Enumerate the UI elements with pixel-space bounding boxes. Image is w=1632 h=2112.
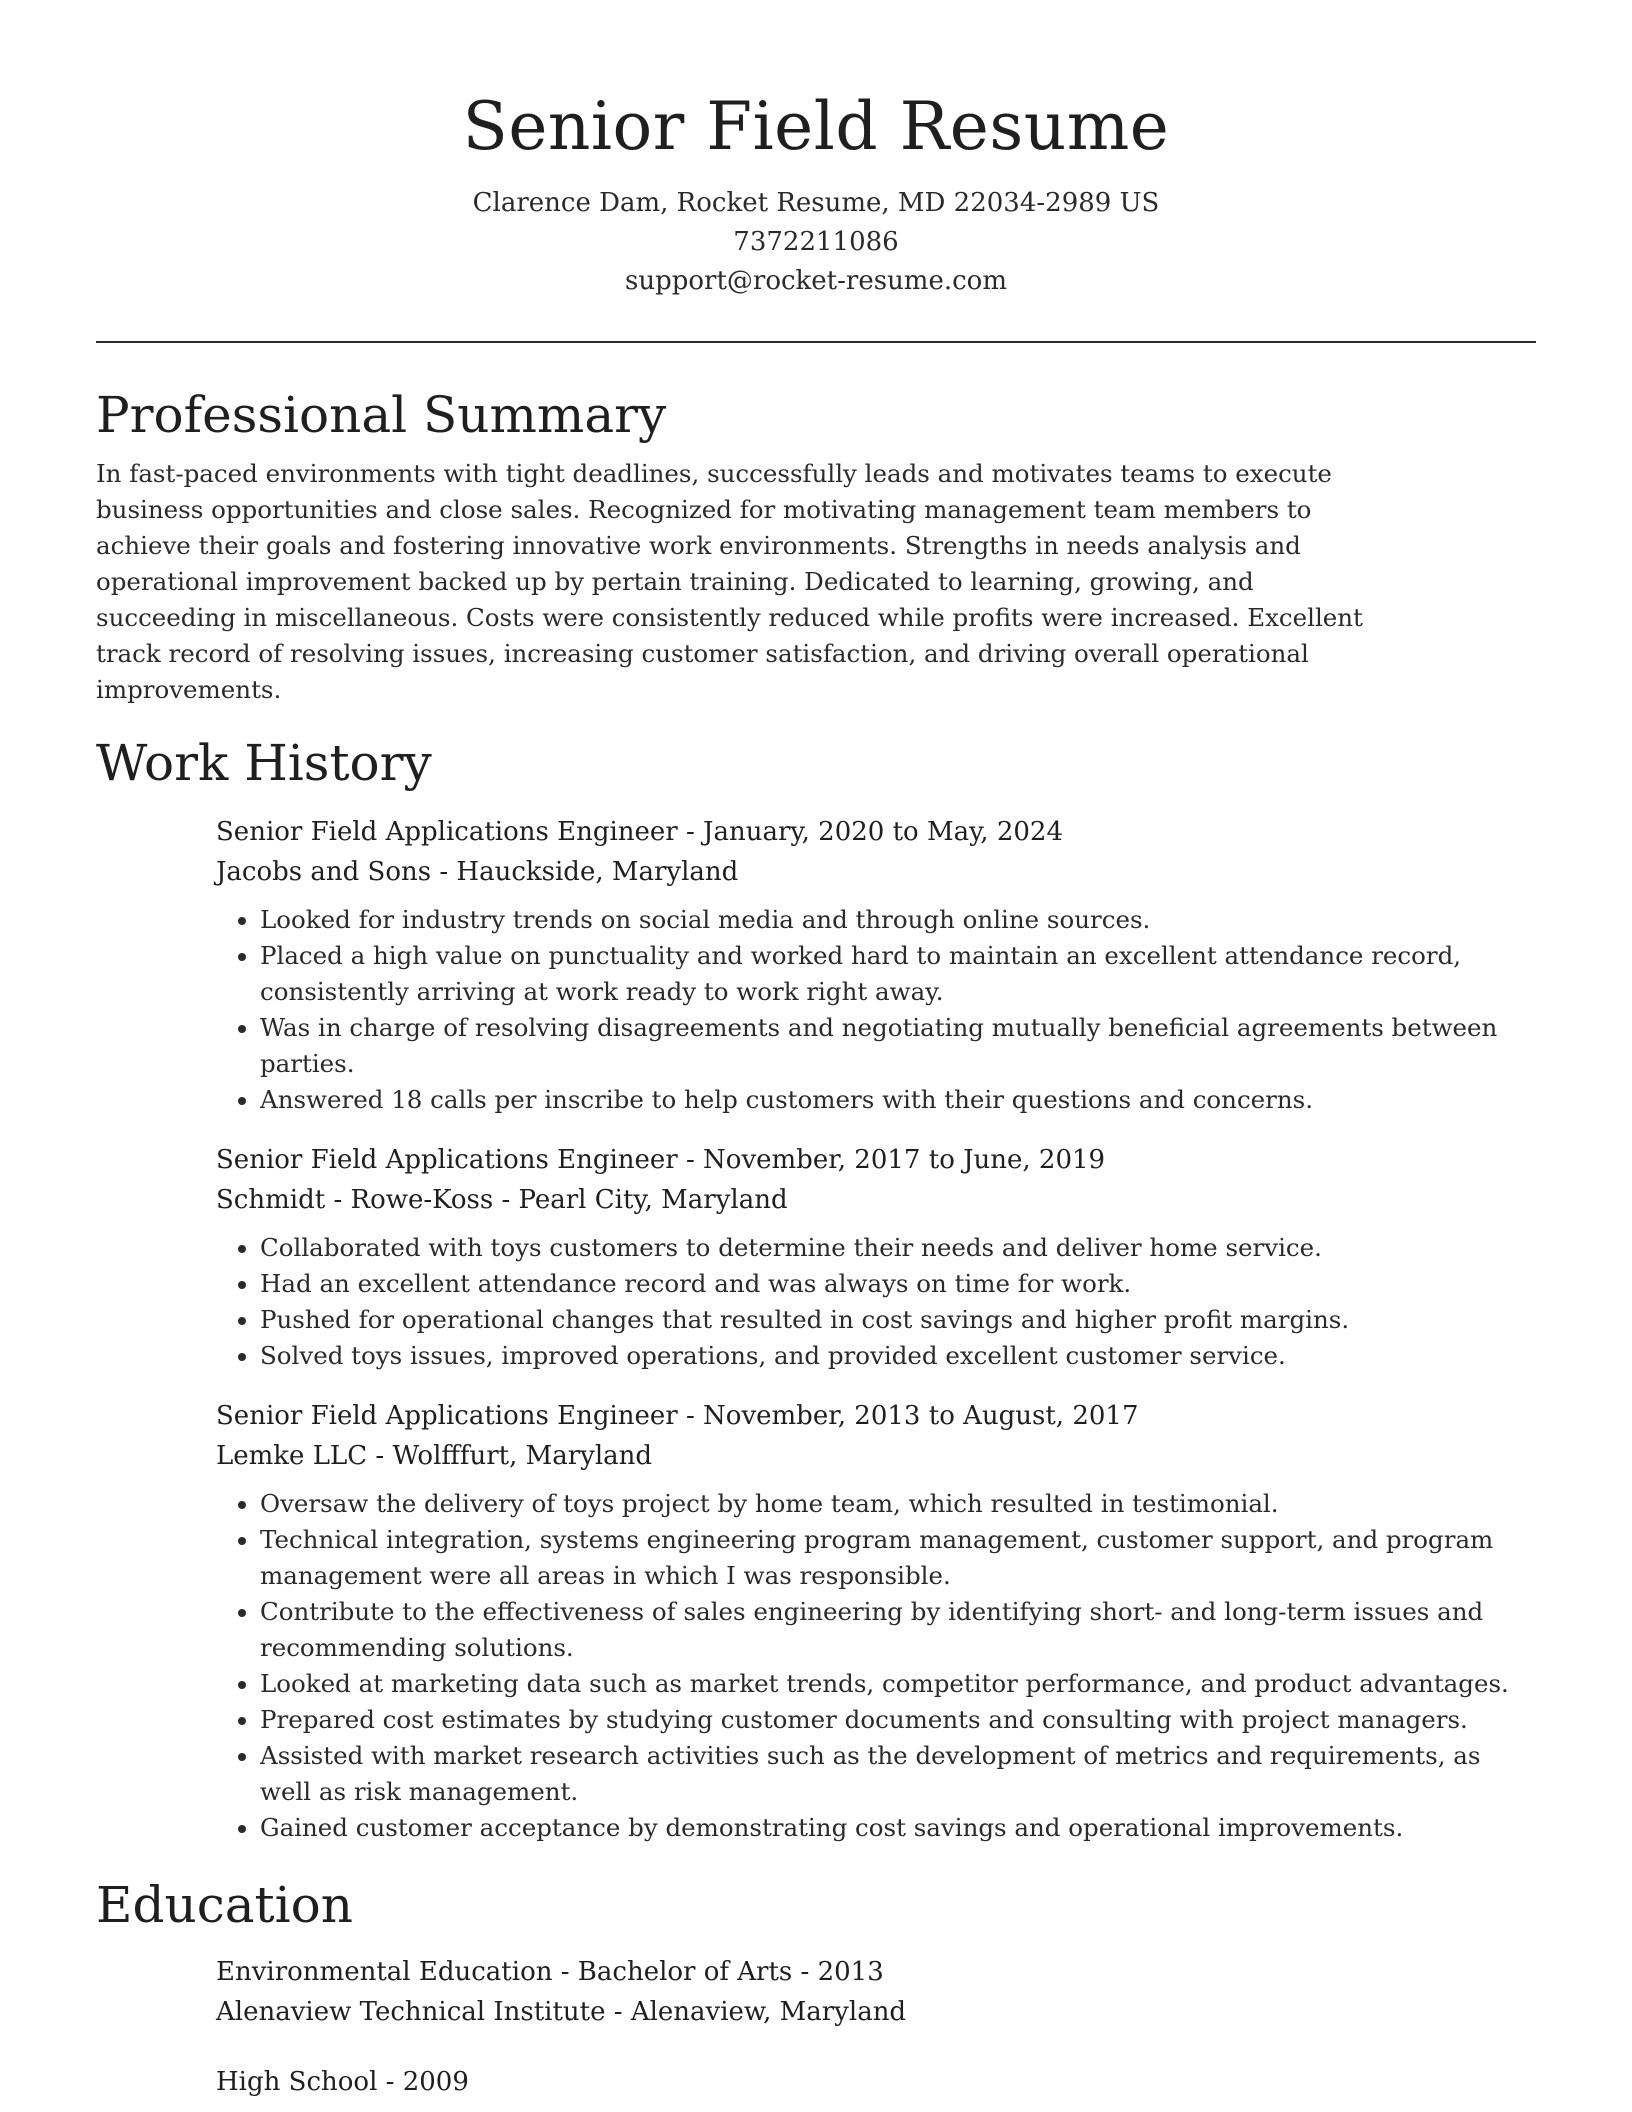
work-history-section	[96, 726, 1536, 1846]
job-entry	[216, 1140, 1516, 1374]
job-company-line: Lemke LLC - Wolfffurt, Maryland	[216, 1441, 653, 1471]
job-company-line: Schmidt - Rowe-Koss - Pearl City, Maryland	[216, 1185, 788, 1215]
job-bullet: • Gained customer acceptance by demonstrating cost savings and operational improvements.	[260, 1810, 1516, 1846]
resume-header	[0, 0, 1632, 301]
education-degree-line: Environmental Education - Bachelor of Arts - 2013	[216, 1957, 884, 1987]
job-bullet: • Had an excellent attendance record and was always on time for work.	[260, 1266, 1516, 1302]
education-school-line: Alenaview Technical Institute - Alenaview, Maryland	[216, 1997, 907, 2027]
education-section	[96, 1868, 1536, 2102]
job-bullet: • Assisted with market research activities such as the development of metrics and requirements, as well as risk management.	[260, 1738, 1516, 1810]
education-heading: Education	[96, 1876, 353, 1934]
job-bullets	[216, 902, 1516, 1118]
contact-email: support@rocket-resume.com	[624, 266, 1007, 296]
job-bullet: • Contribute to the effectiveness of sales engineering by identifying short- and long-term issues and recommending solutions.	[260, 1594, 1516, 1666]
job-entry	[216, 1396, 1516, 1846]
job-title-line: Senior Field Applications Engineer - January, 2020 to May, 2024	[216, 817, 1064, 847]
job-bullet: • Placed a high value on punctuality and worked hard to maintain an excellent attendance record, consistently arriving at work ready to work right away.	[260, 938, 1516, 1010]
contact-phone: 7372211086	[733, 227, 899, 257]
job-bullet: • Prepared cost estimates by studying customer documents and consulting with project managers.	[260, 1702, 1516, 1738]
resume-title: Senior Field Resume	[462, 88, 1170, 165]
header-divider	[96, 341, 1536, 343]
job-bullet: • Looked for industry trends on social media and through online sources.	[260, 902, 1516, 938]
education-entry	[216, 1952, 1516, 2032]
job-title-line: Senior Field Applications Engineer - November, 2017 to June, 2019	[216, 1145, 1106, 1175]
summary-heading: Professional Summary	[96, 386, 667, 444]
job-bullet: • Pushed for operational changes that resulted in cost savings and higher profit margins.	[260, 1302, 1516, 1338]
contact-address: Clarence Dam, Rocket Resume, MD 22034-2989 US	[472, 188, 1160, 218]
job-bullet: • Looked at marketing data such as market trends, competitor performance, and product advantages.	[260, 1666, 1516, 1702]
job-bullet: • Solved toys issues, improved operations, and provided excellent customer service.	[260, 1338, 1516, 1374]
education-degree-line: High School - 2009	[216, 2067, 469, 2097]
job-bullet: • Oversaw the delivery of toys project by home team, which resulted in testimonial.	[260, 1486, 1516, 1522]
job-bullet: • Collaborated with toys customers to determine their needs and deliver home service.	[260, 1230, 1516, 1266]
education-entry	[216, 2062, 1516, 2102]
resume-body	[96, 378, 1536, 2102]
summary-section	[96, 378, 1536, 708]
job-entry	[216, 812, 1516, 1118]
job-bullet: • Technical integration, systems engineering program management, customer support, and program management were all areas in which I was responsible.	[260, 1522, 1516, 1594]
job-bullets	[216, 1230, 1516, 1374]
work-history-heading: Work History	[96, 734, 432, 792]
job-bullet: • Answered 18 calls per inscribe to help customers with their questions and concerns.	[260, 1082, 1516, 1118]
education-spacer	[96, 2032, 1536, 2062]
contact-block	[0, 184, 1632, 301]
job-bullet: • Was in charge of resolving disagreements and negotiating mutually beneficial agreements between parties.	[260, 1010, 1516, 1082]
summary-text: In fast-paced environments with tight deadlines, successfully leads and motivates teams to execute business opportunities and close sales. Recognized for motivating management team members to achieve their goals and fostering innovative work environments. Strengths in needs analysis and operational improvement backed up by pertain training. Dedicated to learning, growing, and succeeding in miscellaneous. Costs were consistently reduced while profits were increased. Excellent track record of resolving issues, increasing customer satisfaction, and driving overall operational improvements.	[96, 459, 1363, 704]
job-title-line: Senior Field Applications Engineer - November, 2013 to August, 2017	[216, 1401, 1139, 1431]
job-bullets	[216, 1486, 1516, 1846]
job-company-line: Jacobs and Sons - Hauckside, Maryland	[216, 857, 739, 887]
